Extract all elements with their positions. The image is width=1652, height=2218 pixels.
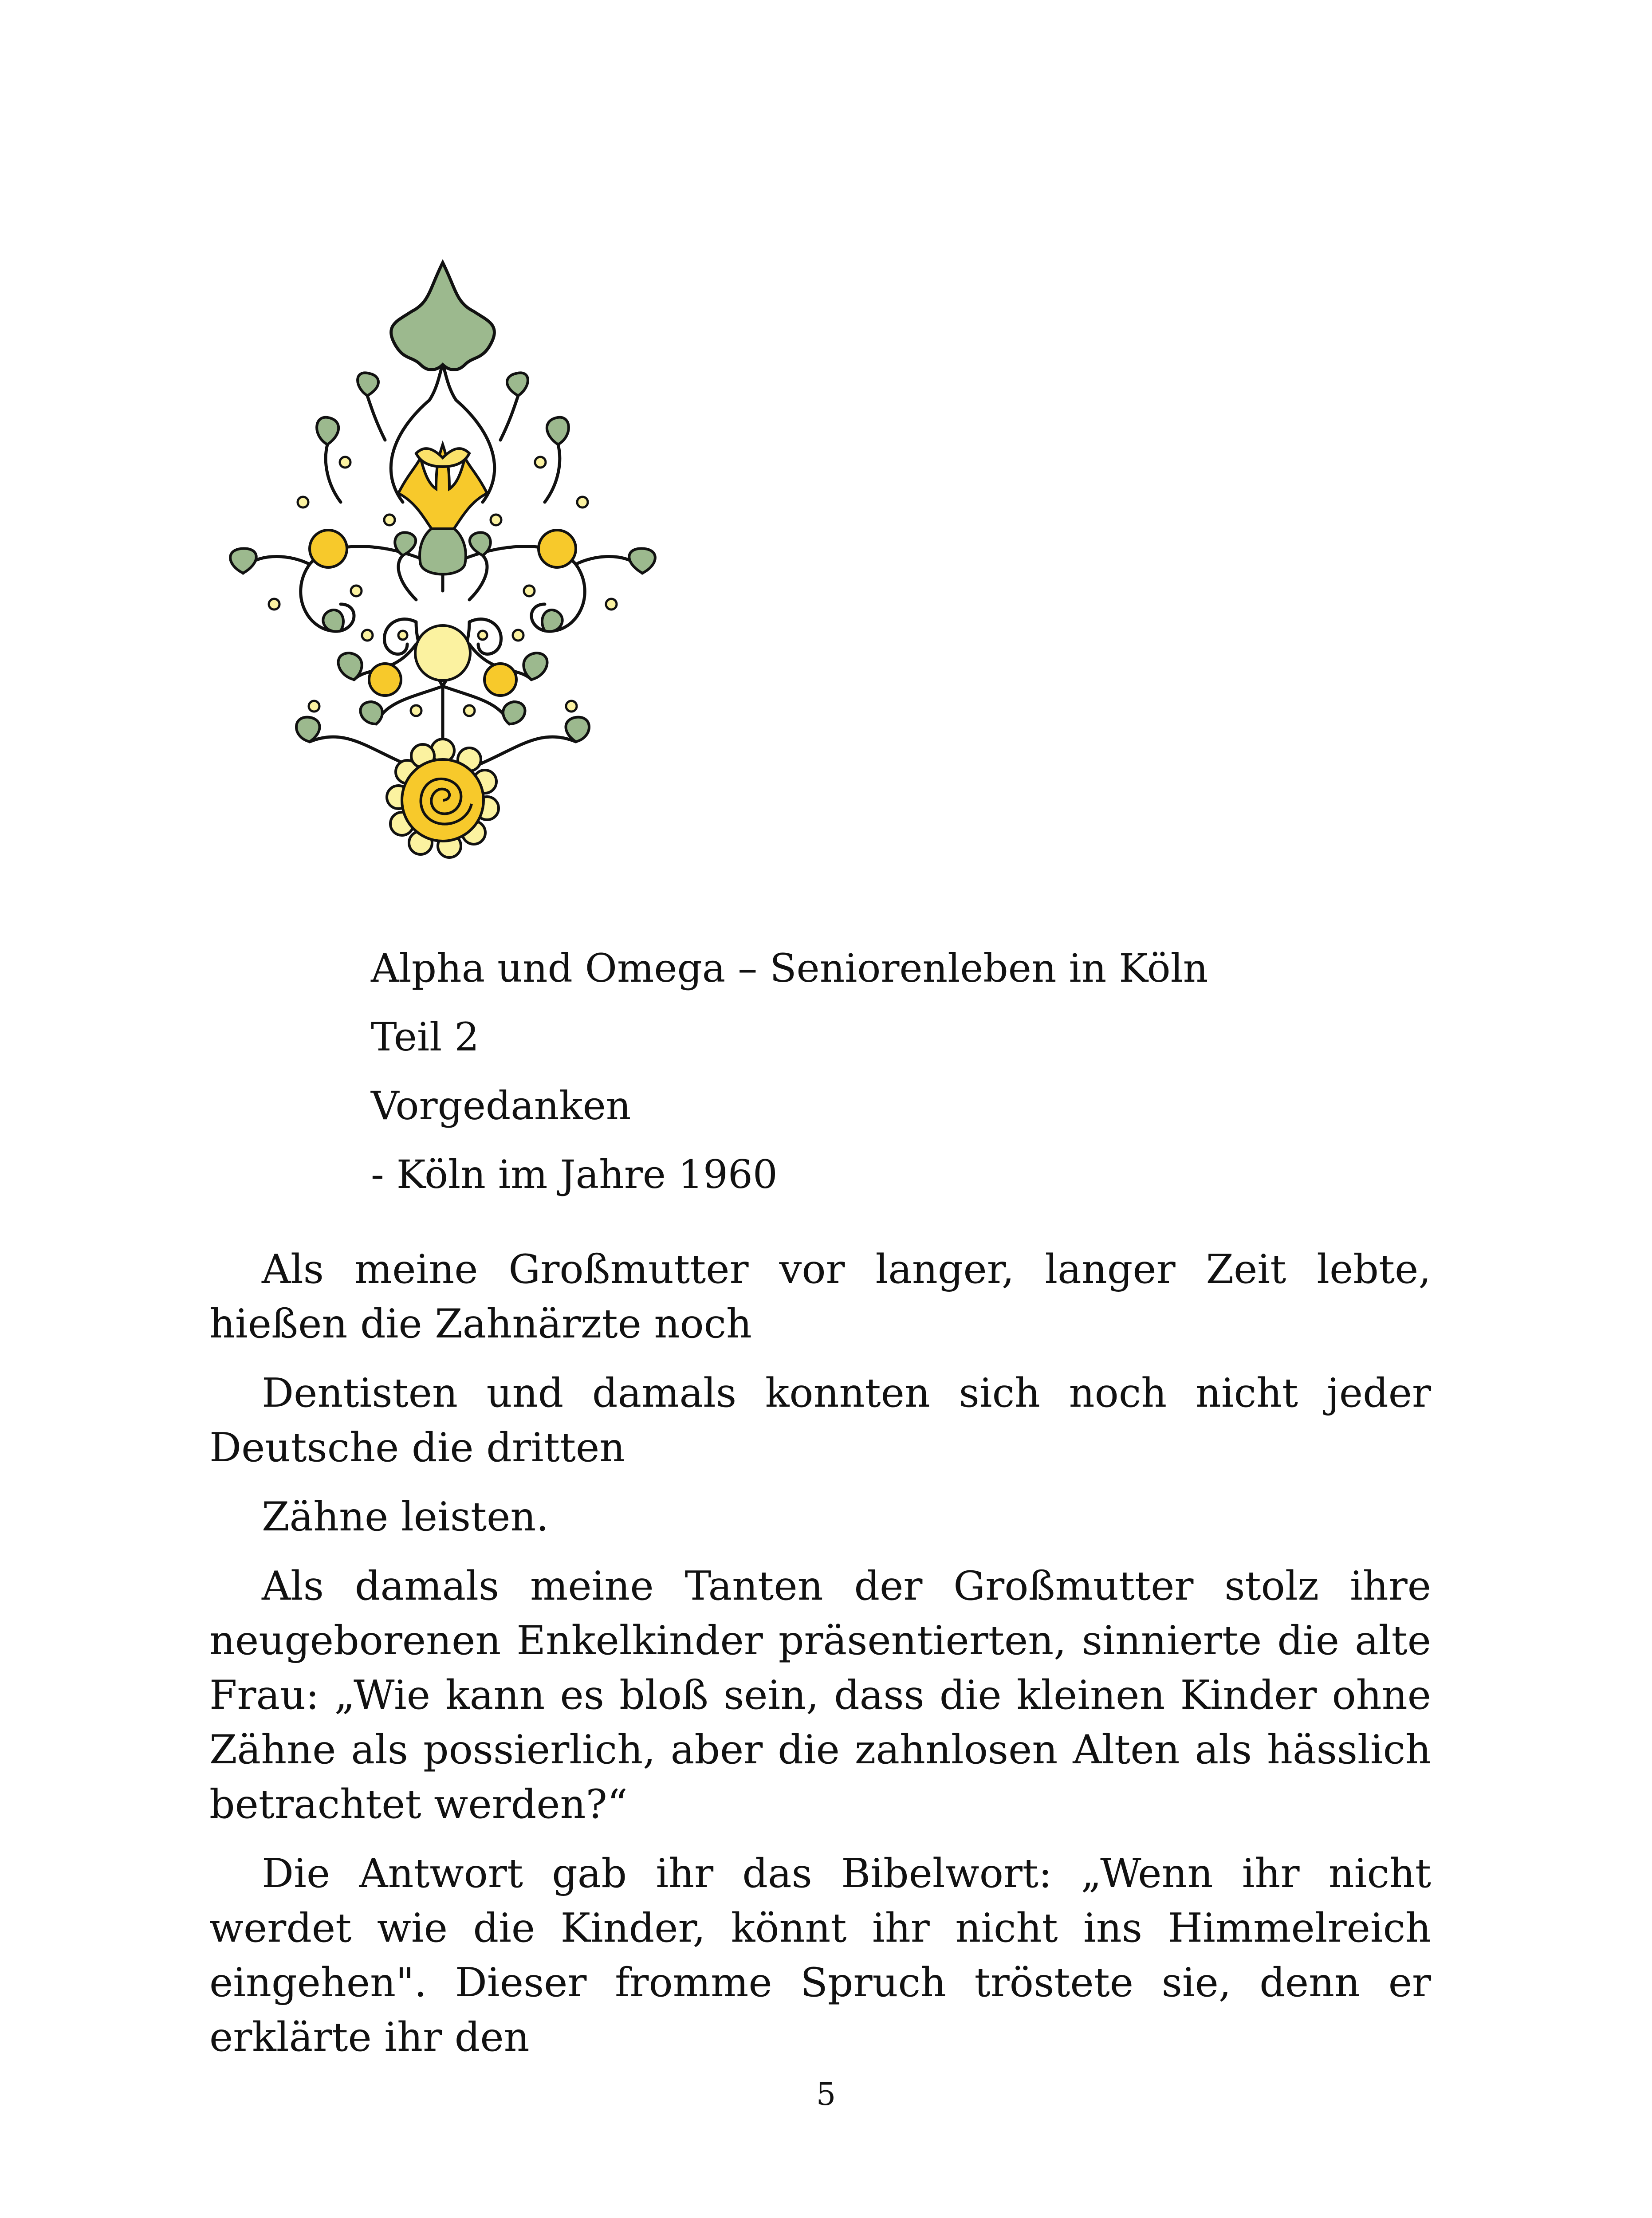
- paragraph: Zähne leisten.: [262, 1494, 549, 1540]
- paragraph: Als damals meine Tanten der Großmutter stolz ihre neugeborenen Enkelkinder präsentierten, sinnierte die alte Frau: „Wie kann es bloß sein, dass die kleinen Kinder ohne Zähne als possierlich, aber die zahnlosen Alten als hässlich betrachtet werden?“: [209, 1563, 1431, 1828]
- section-heading: Vorgedanken: [371, 1083, 631, 1129]
- paragraph: Die Antwort gab ihr das Bibelwort: „Wenn ihr nicht werdet wie die Kinder, könnt ihr nicht ins Himmelreich eingehen". Dieser fromme Spruch tröstete sie, denn er erklärte ihr den: [209, 1850, 1431, 2061]
- paragraph: Als meine Großmutter vor langer, langer Zeit lebte, hießen die Zahnärzte noch: [209, 1246, 1431, 1347]
- book-title: Alpha und Omega – Seniorenleben in Köln: [371, 945, 1208, 991]
- title-block: [371, 934, 1436, 1209]
- section-subheading: - Köln im Jahre 1960: [371, 1152, 778, 1197]
- floral-ornament-icon: [208, 254, 678, 893]
- page-number: 5: [816, 2076, 836, 2112]
- part-label: Teil 2: [371, 1014, 480, 1060]
- paragraph: Dentisten und damals konnten sich noch nicht jeder Deutsche die dritten: [209, 1370, 1431, 1471]
- body-text: [209, 1242, 1431, 2079]
